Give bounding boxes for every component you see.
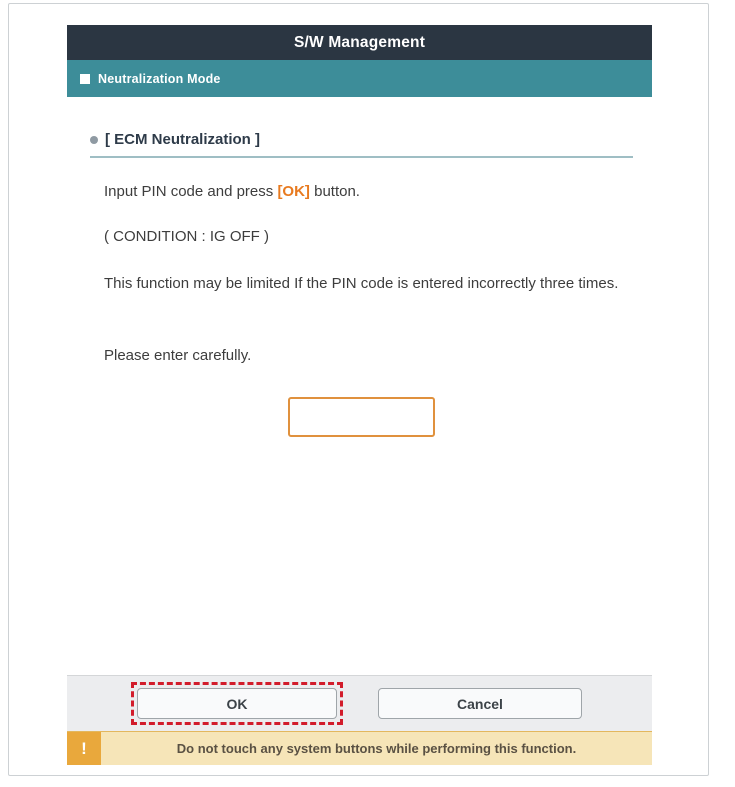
ok-highlight-text: [OK] bbox=[277, 183, 310, 200]
note-text: Please enter carefully. bbox=[104, 347, 252, 364]
outer-frame bbox=[8, 3, 709, 776]
condition-text: ( CONDITION : IG OFF ) bbox=[104, 228, 269, 245]
caution-bar bbox=[67, 731, 652, 765]
warning-icon bbox=[67, 732, 101, 765]
pin-input[interactable] bbox=[288, 397, 435, 437]
instruction-post: button. bbox=[309, 183, 360, 200]
square-bullet-icon bbox=[80, 74, 90, 84]
ok-button[interactable]: OK bbox=[137, 688, 337, 719]
instruction-text bbox=[104, 180, 644, 204]
section-heading bbox=[90, 131, 635, 148]
section-title: [ ECM Neutralization ] bbox=[105, 131, 261, 148]
dialog-title-bar bbox=[67, 25, 652, 60]
button-bar bbox=[67, 675, 652, 731]
mode-header-label: Neutralization Mode bbox=[98, 71, 221, 86]
mode-header-bar bbox=[67, 60, 652, 97]
bullet-dot-icon bbox=[90, 136, 98, 144]
instruction-pre: Input PIN code and press bbox=[104, 183, 278, 200]
cancel-button[interactable]: Cancel bbox=[378, 688, 582, 719]
exclamation-glyph: ! bbox=[81, 738, 87, 758]
caution-message: Do not touch any system buttons while performing this function. bbox=[101, 732, 652, 765]
limit-warning-text: This function may be limited If the PIN code is entered incorrectly three times. bbox=[104, 275, 619, 292]
section-divider bbox=[90, 156, 633, 158]
dialog-title: S/W Management bbox=[293, 33, 426, 51]
